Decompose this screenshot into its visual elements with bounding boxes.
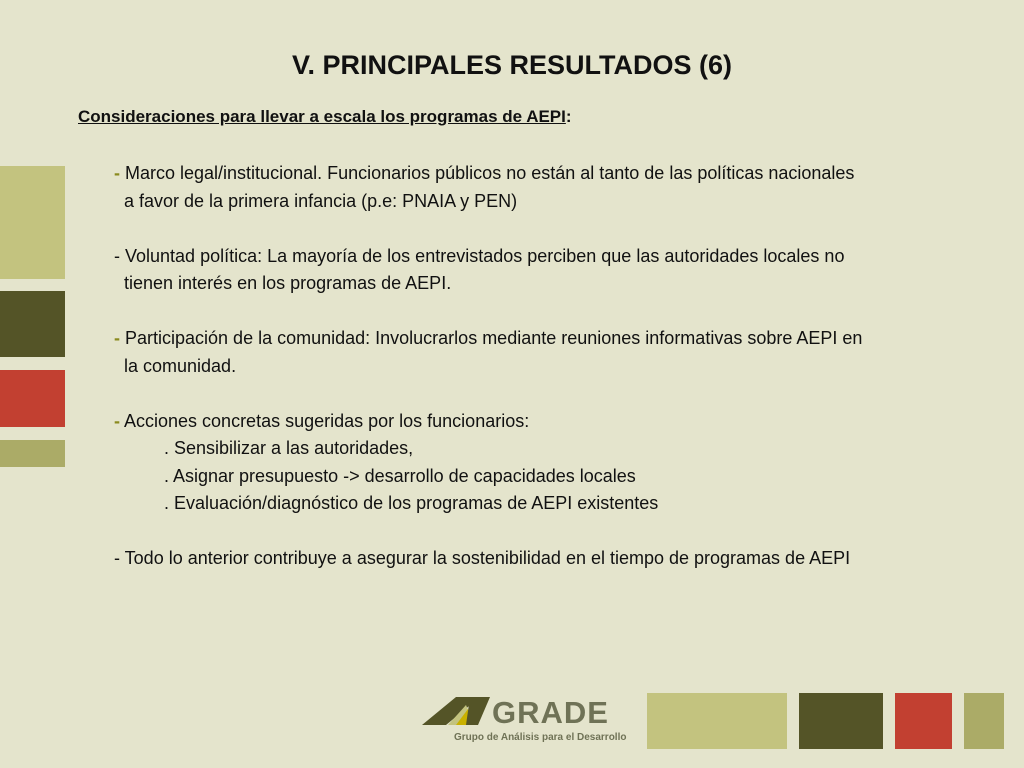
subtitle-text: Consideraciones para llevar a escala los programas de AEPI (78, 107, 566, 126)
side-decor-block (0, 166, 65, 279)
list-item (114, 325, 994, 380)
bullet-dash: - (114, 328, 120, 348)
side-decor-block (0, 440, 65, 467)
bullet-list (114, 160, 994, 600)
list-item (114, 545, 994, 573)
item-line: Todo lo anterior contribuye a asegurar la sostenibilidad en el tiempo de programas de AEPI (120, 548, 851, 568)
sub-item: . Sensibilizar a las autoridades, (164, 438, 414, 458)
grade-logo-mark-icon (422, 695, 492, 727)
side-decor-block (0, 370, 65, 427)
item-line-continued: a favor de la primera infancia (p.e: PNAIA y PEN) (124, 190, 518, 211)
bullet-dash: - (114, 548, 120, 568)
item-line: Acciones concretas sugeridas por los funcionarios: (120, 410, 530, 431)
grade-logo (422, 695, 637, 750)
list-item (114, 243, 994, 298)
footer-decor-block (799, 693, 883, 749)
sub-item: . Asignar presupuesto -> desarrollo de capacidades locales (164, 465, 636, 486)
bullet-dash: - (114, 245, 120, 266)
slide-title: V. PRINCIPALES RESULTADOS (6) (291, 50, 733, 80)
item-line-continued: tienen interés en los programas de AEPI. (124, 273, 452, 293)
bullet-dash: - (114, 163, 120, 183)
sub-item: . Evaluación/diagnóstico de los programas de AEPI existentes (164, 493, 659, 513)
slide-subtitle (78, 107, 572, 127)
item-line: Participación de la comunidad: Involucrarlos mediante reuniones informativas sobre AEPI en (120, 328, 863, 348)
logo-tagline: Grupo de Análisis para el Desarrollo (454, 732, 627, 743)
footer-decor-block (647, 693, 787, 749)
logo-word: GRADE (492, 695, 609, 730)
item-line: Voluntad política: La mayoría de los entrevistados perciben que las autoridades locales no (120, 245, 845, 266)
bullet-dash: - (114, 410, 120, 431)
footer-decor-block (895, 693, 952, 749)
item-line: Marco legal/institucional. Funcionarios públicos no están al tanto de las políticas nacionales (120, 163, 855, 183)
subtitle-colon: : (565, 107, 572, 126)
footer-decor-block (964, 693, 1004, 749)
list-item (114, 408, 994, 518)
side-decor-block (0, 291, 65, 357)
list-item (114, 160, 994, 215)
item-line-continued: la comunidad. (124, 355, 237, 376)
